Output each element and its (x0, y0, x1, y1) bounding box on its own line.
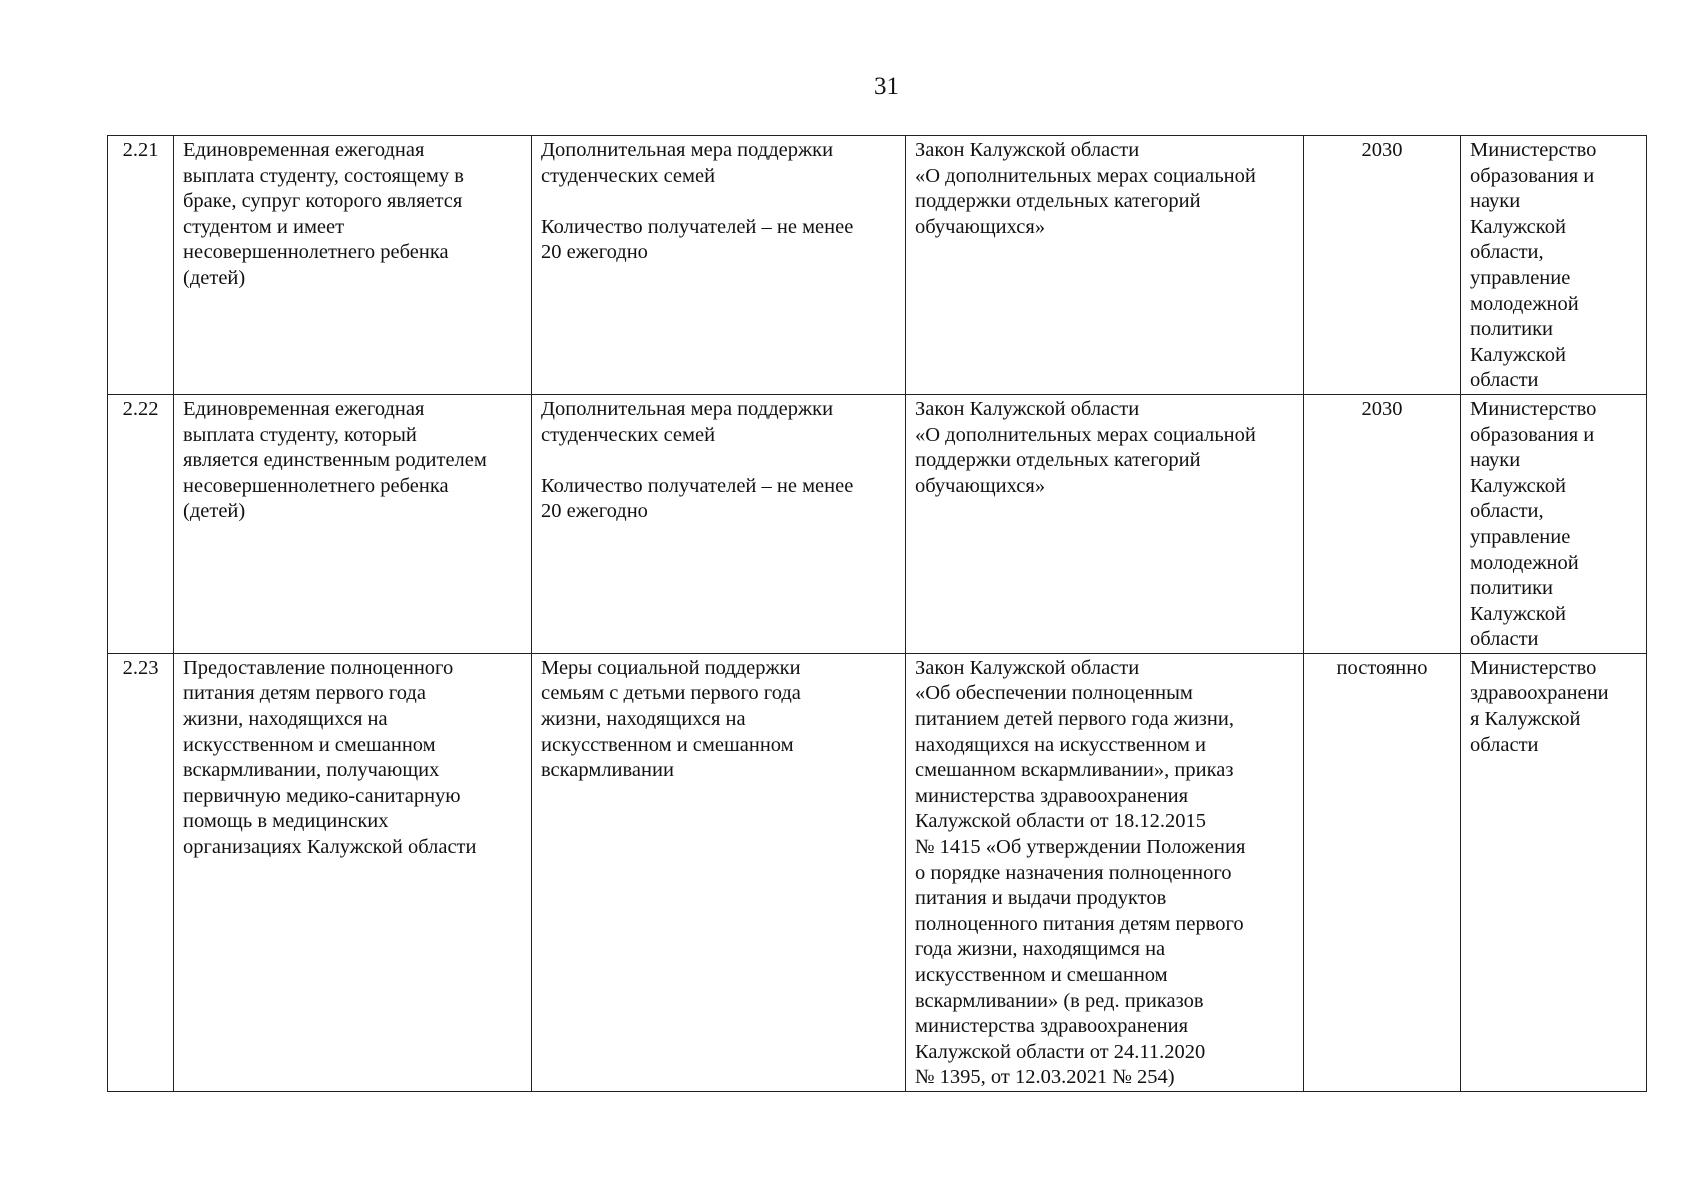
measure-name-cell: Единовременная ежегодная выплата студенту, который является единственным родителем несовершеннолетнего ребенка (детей) (174, 394, 532, 653)
measure-type-cell: Меры социальной поддержки семьям с детьми первого года жизни, находящихся на искусственном и смешанном вскармливании (532, 653, 906, 1091)
term-cell: постоянно (1304, 653, 1461, 1091)
measure-name-cell: Предоставление полноценного питания детям первого года жизни, находящихся на искусственном и смешанном вскармливании, получающих первичную медико-санитарную помощь в медицинских организациях Калужской области (174, 653, 532, 1091)
executor-cell: Министерство образования и науки Калужской области, управление молодежной политики Калужской области (1461, 394, 1647, 653)
measure-type-cell: Дополнительная мера поддержки студенческих семей Количество получателей – не менее 20 ежегодно (532, 394, 906, 653)
row-number-cell: 2.21 (108, 136, 174, 395)
executor-cell: Министерство здравоохранени я Калужской области (1461, 653, 1647, 1091)
term-cell: 2030 (1304, 136, 1461, 395)
table-row (108, 653, 1647, 1091)
term-cell: 2030 (1304, 394, 1461, 653)
row-number-cell: 2.23 (108, 653, 174, 1091)
legal-basis-cell: Закон Калужской области «О дополнительных мерах социальной поддержки отдельных категорий обучающихся» (906, 136, 1304, 395)
table-row (108, 394, 1647, 653)
measure-name-cell: Единовременная ежегодная выплата студенту, состоящему в браке, супруг которого является студентом и имеет несовершеннолетнего ребенка (детей) (174, 136, 532, 395)
table-row (108, 136, 1647, 395)
legal-basis-cell: Закон Калужской области «Об обеспечении полноценным питанием детей первого года жизни, находящихся на искусственном и смешанном вскармливании», приказ министерства здравоохранения Калужской области от 18.12.2015 № 1415 «Об утверждении Положения о порядке назначения полноценного питания и выдачи продуктов полноценного питания детям первого года жизни, находящимся на искусственном и смешанном вскармливании» (в ред. приказов министерства здравоохранения Калужской области от 24.11.2020 № 1395, от 12.03.2021 № 254) (906, 653, 1304, 1091)
row-number-cell: 2.22 (108, 394, 174, 653)
page-number: 31 (874, 73, 899, 100)
measures-table (107, 135, 1647, 1092)
legal-basis-cell: Закон Калужской области «О дополнительных мерах социальной поддержки отдельных категорий обучающихся» (906, 394, 1304, 653)
executor-cell: Министерство образования и науки Калужской области, управление молодежной политики Калужской области (1461, 136, 1647, 395)
measure-type-cell: Дополнительная мера поддержки студенческих семей Количество получателей – не менее 20 ежегодно (532, 136, 906, 395)
